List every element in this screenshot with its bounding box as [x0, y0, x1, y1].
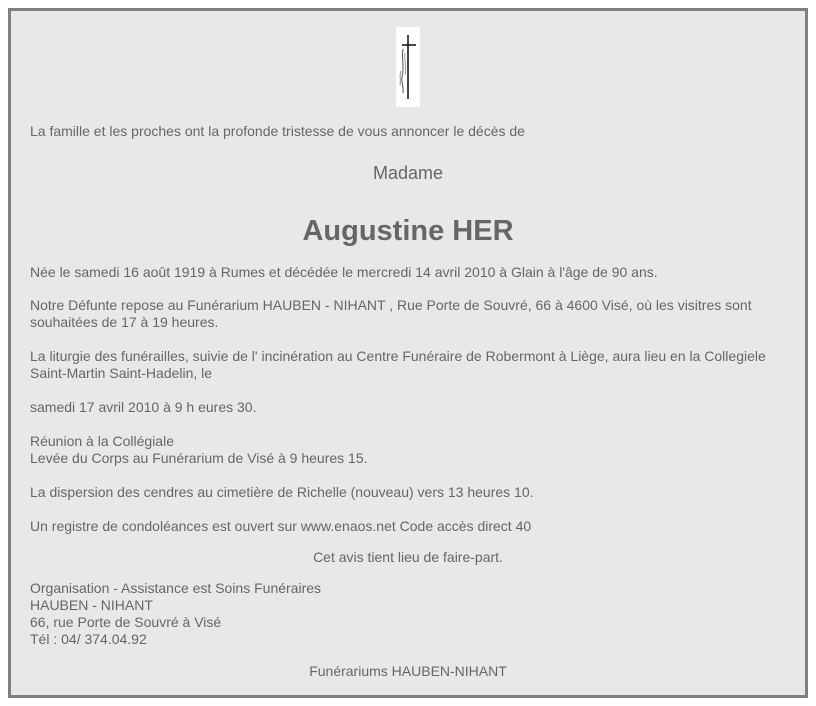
cross-emblem	[396, 27, 420, 107]
faire-part-text: Cet avis tient lieu de faire-part.	[313, 549, 503, 565]
liturgy-text-line-1: La liturgie des funérailles, suivie de l' incinération au Centre Funéraire de Robermont à Liège, aura lieu en la Collegiele	[30, 348, 766, 364]
register-text: Un registre de condoléances est ouvert sur www.enaos.net Code accès direct 40	[30, 518, 532, 534]
meeting-text-line-1: Réunion à la Collégiale	[30, 433, 174, 449]
salutation: Madame	[372, 163, 444, 183]
death-notice-frame	[8, 8, 808, 698]
organisation-line-3: 66, rue Porte de Souvré à Visé	[30, 614, 222, 630]
organisation-line-2: HAUBEN - NIHANT	[30, 597, 153, 613]
liturgy-text-line-2: Saint-Martin Saint-Hadelin, le	[30, 365, 213, 381]
ashes-text: La dispersion des cendres au cimetière de Richelle (nouveau) vers 13 heures 10.	[30, 484, 534, 500]
organisation-phone: Tél : 04/ 374.04.92	[30, 631, 147, 647]
intro-text: La famille et les proches ont la profonde tristesse de vous annoncer le décès de	[30, 123, 525, 139]
birth-death-text: Née le samedi 16 août 1919 à Rumes et décédée le mercredi 14 avril 2010 à Glain à l'âge de 90 ans.	[30, 264, 658, 280]
rest-text-line-2: souhaitées de 17 à 19 heures.	[30, 314, 219, 330]
organisation-line-1: Organisation - Assistance est Soins Funéraires	[30, 580, 322, 596]
deceased-name: Augustine HER	[302, 215, 514, 247]
ceremony-date: samedi 17 avril 2010 à 9 h eures 30.	[30, 399, 257, 415]
meeting-text-line-2: Levée du Corps au Funérarium de Visé à 9 heures 15.	[30, 450, 368, 466]
cross-icon	[396, 27, 420, 107]
footer-signature: Funérariums HAUBEN-NIHANT	[309, 663, 507, 679]
rest-text-line-1: Notre Défunte repose au Funérarium HAUBEN - NIHANT , Rue Porte de Souvré, 66 à 4600 Visé, où les visitres sont	[30, 297, 752, 313]
